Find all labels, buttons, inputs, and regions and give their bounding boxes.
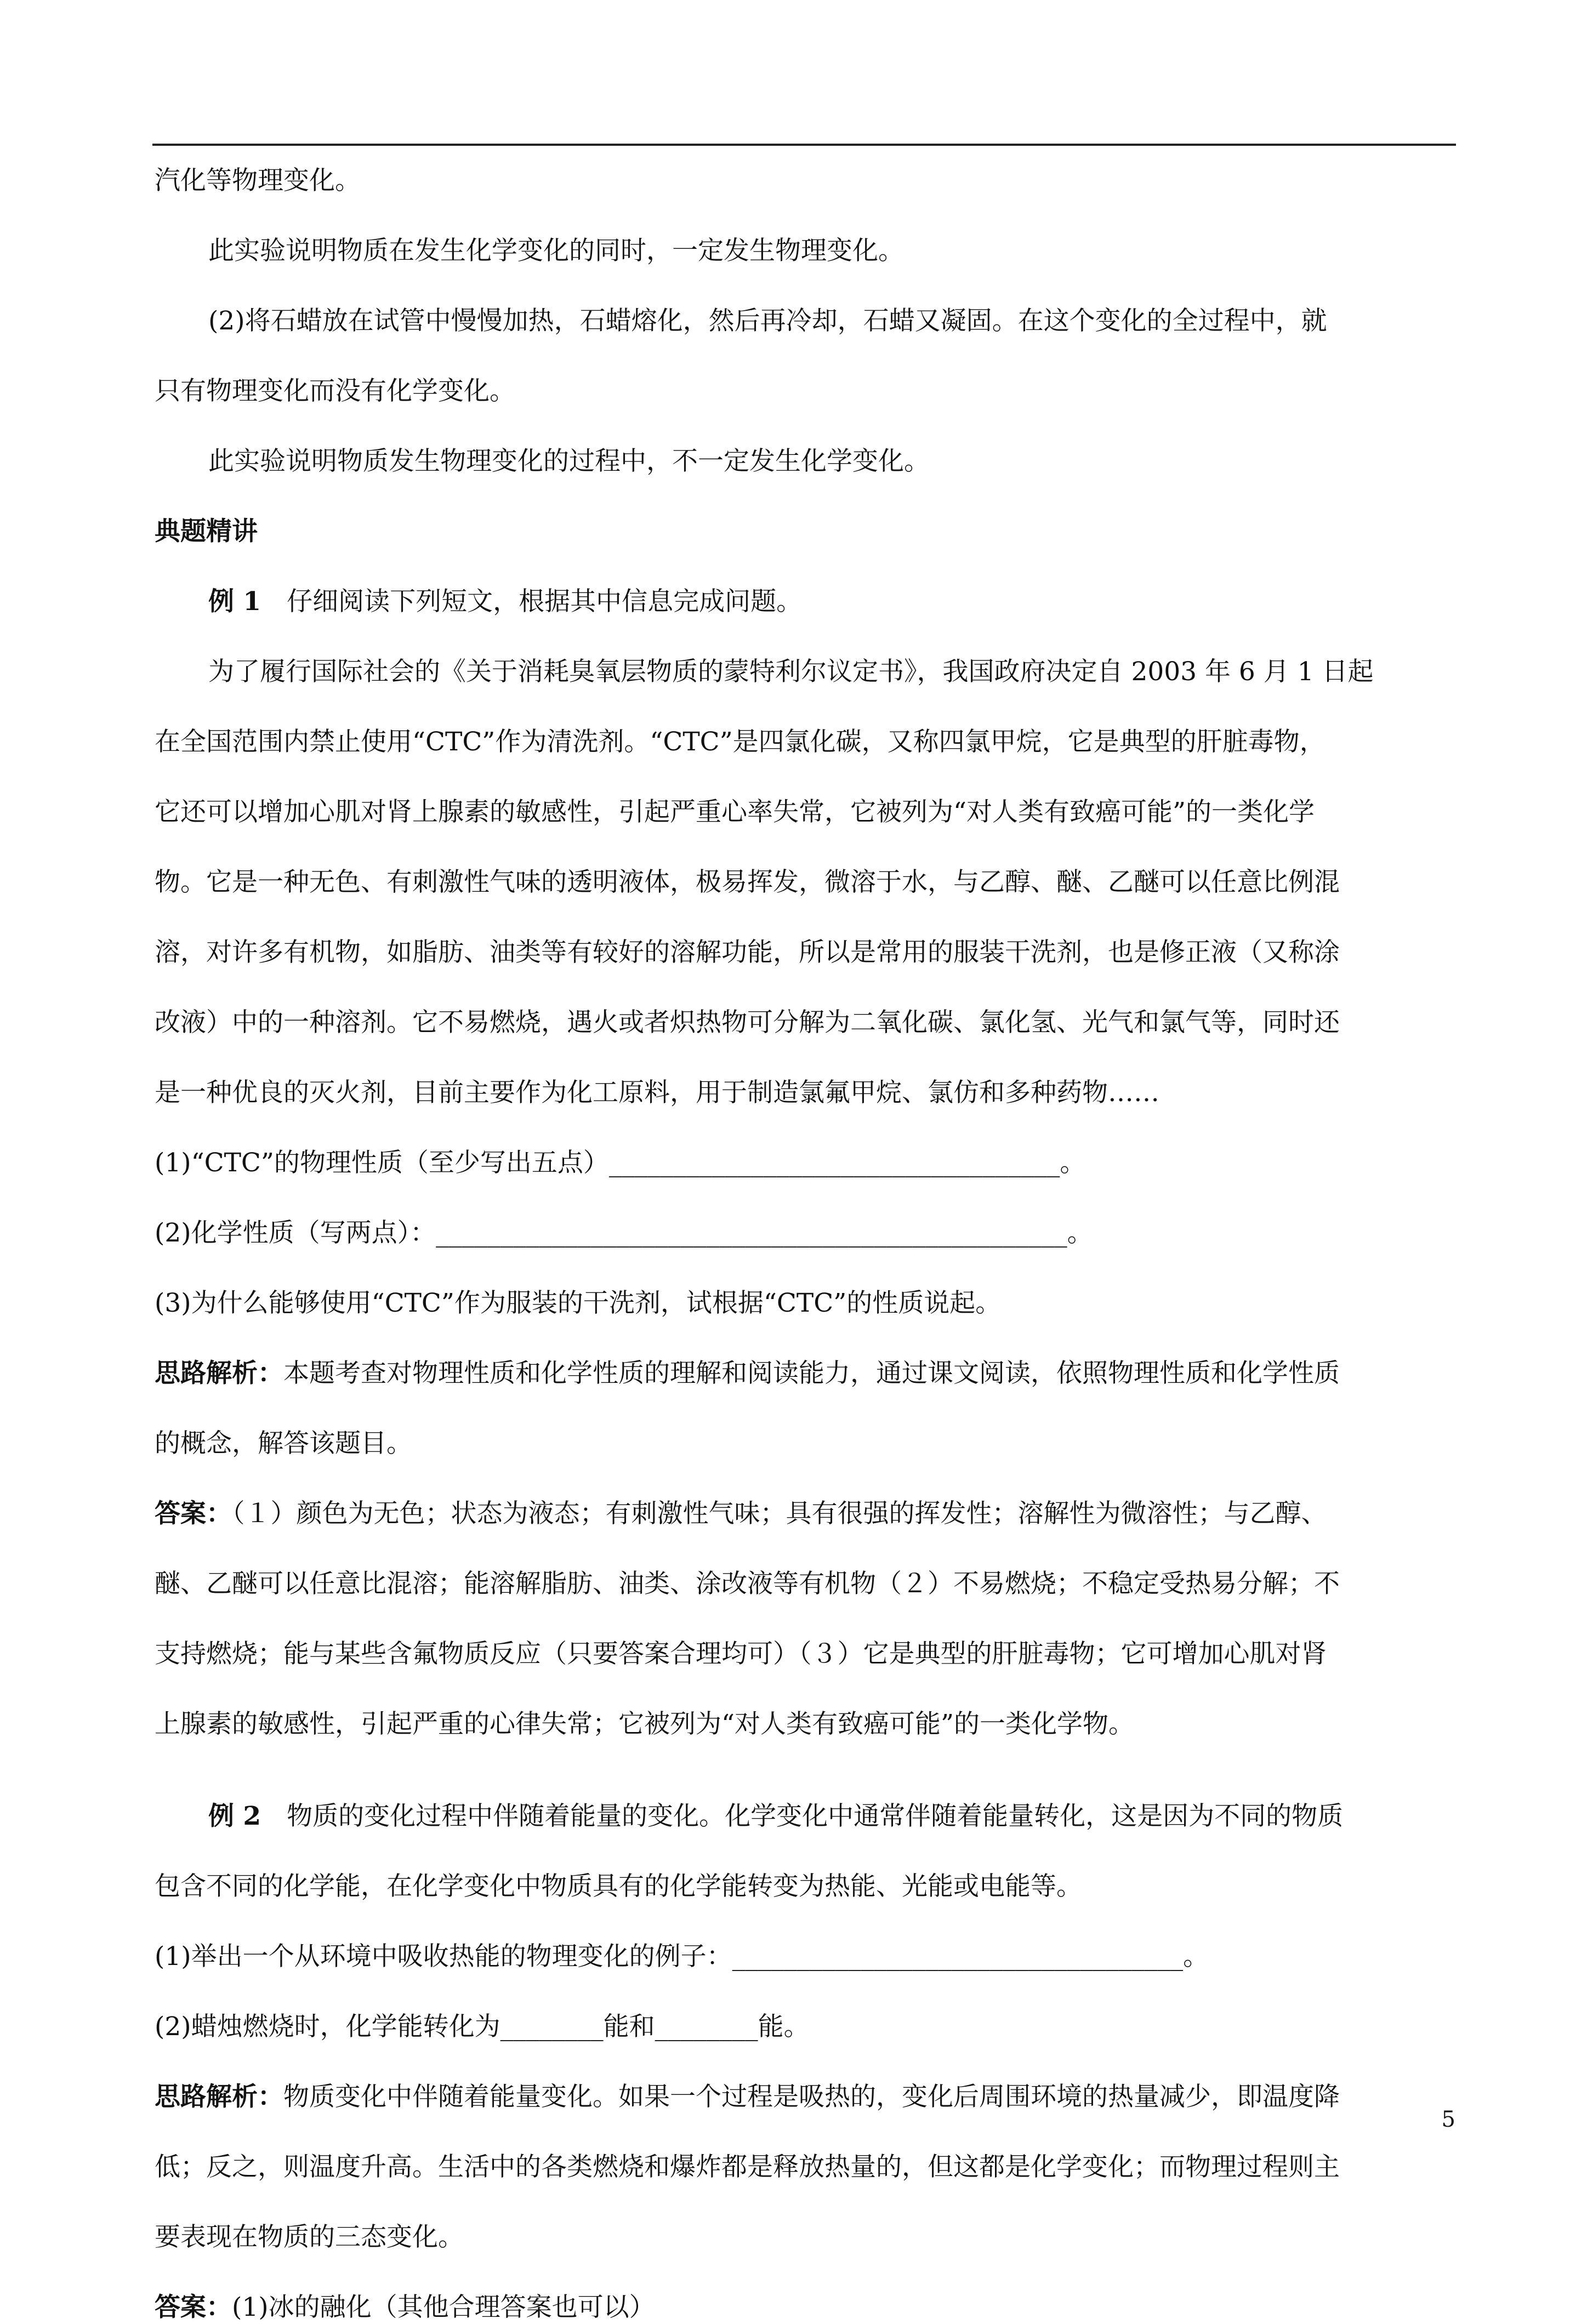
question-line: (2)化学性质（写两点）：_________________________________________________。 bbox=[155, 1218, 1093, 1248]
question-line: (1)举出一个从环境中吸收热能的物理变化的例子：___________________________________。 bbox=[155, 1941, 1209, 1972]
paragraph-line: 包含不同的化学能，在化学变化中物质具有的化学能转变为热能、光能或电能等。 bbox=[155, 1871, 1082, 1901]
paragraph-line: 是一种优良的灭火剂，目前主要作为化工原料，用于制造氯氟甲烷、氯仿和多种药物…… bbox=[155, 1078, 1159, 1108]
example-2-prompt bbox=[155, 1800, 1455, 1833]
paragraph-line: (2)将石蜡放在试管中慢慢加热，石蜡熔化，然后再冷却，石蜡又凝固。在这个变化的全过程中，就 bbox=[208, 306, 1327, 336]
answer-text: （１）颜色为无色；状态为液态；有刺激性气味；具有很强的挥发性；溶解性为微溶性；与乙醇、 bbox=[232, 1499, 1327, 1529]
paragraph-line: 上腺素的敏感性，引起严重的心律失常；它被列为“对人类有致癌可能”的一类化学物。 bbox=[155, 1709, 1135, 1739]
example-1-prompt bbox=[155, 585, 1455, 618]
analysis-line bbox=[155, 2081, 1455, 2114]
answer-line bbox=[155, 2291, 1455, 2324]
analysis-label: 思路解析： bbox=[155, 1358, 283, 1388]
document-body bbox=[155, 164, 1455, 2324]
example-label: 例 2 bbox=[208, 1801, 261, 1831]
paragraph-line: 在全国范围内禁止使用“CTC”作为清洗剂。“CTC”是四氯化碳，又称四氯甲烷，它是典型的肝脏毒物， bbox=[155, 727, 1326, 757]
analysis-label: 思路解析： bbox=[155, 2082, 283, 2112]
paragraph-line: 醚、乙醚可以任意比混溶；能溶解脂肪、油类、涂改液等有机物（２）不易燃烧；不稳定受热易分解；不 bbox=[155, 1569, 1340, 1599]
analysis-text: 本题考查对物理性质和化学性质的理解和阅读能力，通过课文阅读，依照物理性质和化学性质 bbox=[283, 1358, 1340, 1388]
paragraph-line: 为了履行国际社会的《关于消耗臭氧层物质的蒙特利尔议定书》，我国政府决定自 2003 年 6 月 1 日起 bbox=[208, 657, 1374, 687]
paragraph-line: 此实验说明物质发生物理变化的过程中，不一定发生化学变化。 bbox=[208, 446, 930, 476]
paragraph-line: 改液）中的一种溶剂。它不易燃烧，遇火或者炽热物可分解为二氧化碳、氯化氢、光气和氯气等，同时还 bbox=[155, 1007, 1340, 1038]
paragraph-line: 只有物理变化而没有化学变化。 bbox=[155, 376, 515, 406]
page-number: 5 bbox=[1441, 2107, 1455, 2132]
example-label: 例 1 bbox=[208, 586, 261, 617]
paragraph-line: 支持燃烧；能与某些含氟物质反应（只要答案合理均可）（３）它是典型的肝脏毒物；它可增加心肌对肾 bbox=[155, 1639, 1327, 1669]
question-line: (1)“CTC”的物理性质（至少写出五点）___________________________________。 bbox=[155, 1148, 1086, 1178]
paragraph-line: 此实验说明物质在发生化学变化的同时，一定发生物理变化。 bbox=[208, 236, 904, 266]
question-line: (2)蜡烛燃烧时，化学能转化为________能和________能。 bbox=[155, 2012, 810, 2042]
answer-text: (1)冰的融化（其他合理答案也可以） bbox=[232, 2292, 655, 2322]
question-line: (3)为什么能够使用“CTC”作为服装的干洗剂，试根据“CTC”的性质说起。 bbox=[155, 1288, 1002, 1318]
paragraph-line: 溶，对许多有机物，如脂肪、油类等有较好的溶解功能，所以是常用的服装干洗剂，也是修正液（又称涂 bbox=[155, 937, 1340, 967]
paragraph-line: 物。它是一种无色、有刺激性气味的透明液体，极易挥发，微溶于水，与乙醇、醚、乙醚可以任意比例混 bbox=[155, 867, 1340, 897]
example-text: 仔细阅读下列短文，根据其中信息完成问题。 bbox=[261, 586, 803, 617]
paragraph-line: 低；反之，则温度升高。生活中的各类燃烧和爆炸都是释放热量的，但这都是化学变化；而物理过程则主 bbox=[155, 2152, 1340, 2182]
answer-label: 答案： bbox=[155, 2292, 232, 2322]
analysis-line bbox=[155, 1357, 1455, 1390]
analysis-text: 物质变化中伴随着能量变化。如果一个过程是吸热的，变化后周围环境的热量减少，即温度降 bbox=[283, 2082, 1340, 2112]
answer-line bbox=[155, 1497, 1455, 1530]
example-text: 物质的变化过程中伴随着能量的变化。化学变化中通常伴随着能量转化，这是因为不同的物质 bbox=[261, 1801, 1344, 1831]
paragraph-line: 它还可以增加心肌对肾上腺素的敏感性，引起严重心率失常，它被列为“对人类有致癌可能”的一类化学 bbox=[155, 797, 1315, 827]
answer-label: 答案： bbox=[155, 1499, 232, 1529]
paragraph-line: 的概念，解答该题目。 bbox=[155, 1428, 412, 1459]
header-rule bbox=[152, 144, 1456, 146]
section-heading: 典题精讲 bbox=[155, 516, 258, 546]
paragraph-line: 要表现在物质的三态变化。 bbox=[155, 2222, 464, 2252]
paragraph-line: 汽化等物理变化。 bbox=[155, 166, 361, 196]
